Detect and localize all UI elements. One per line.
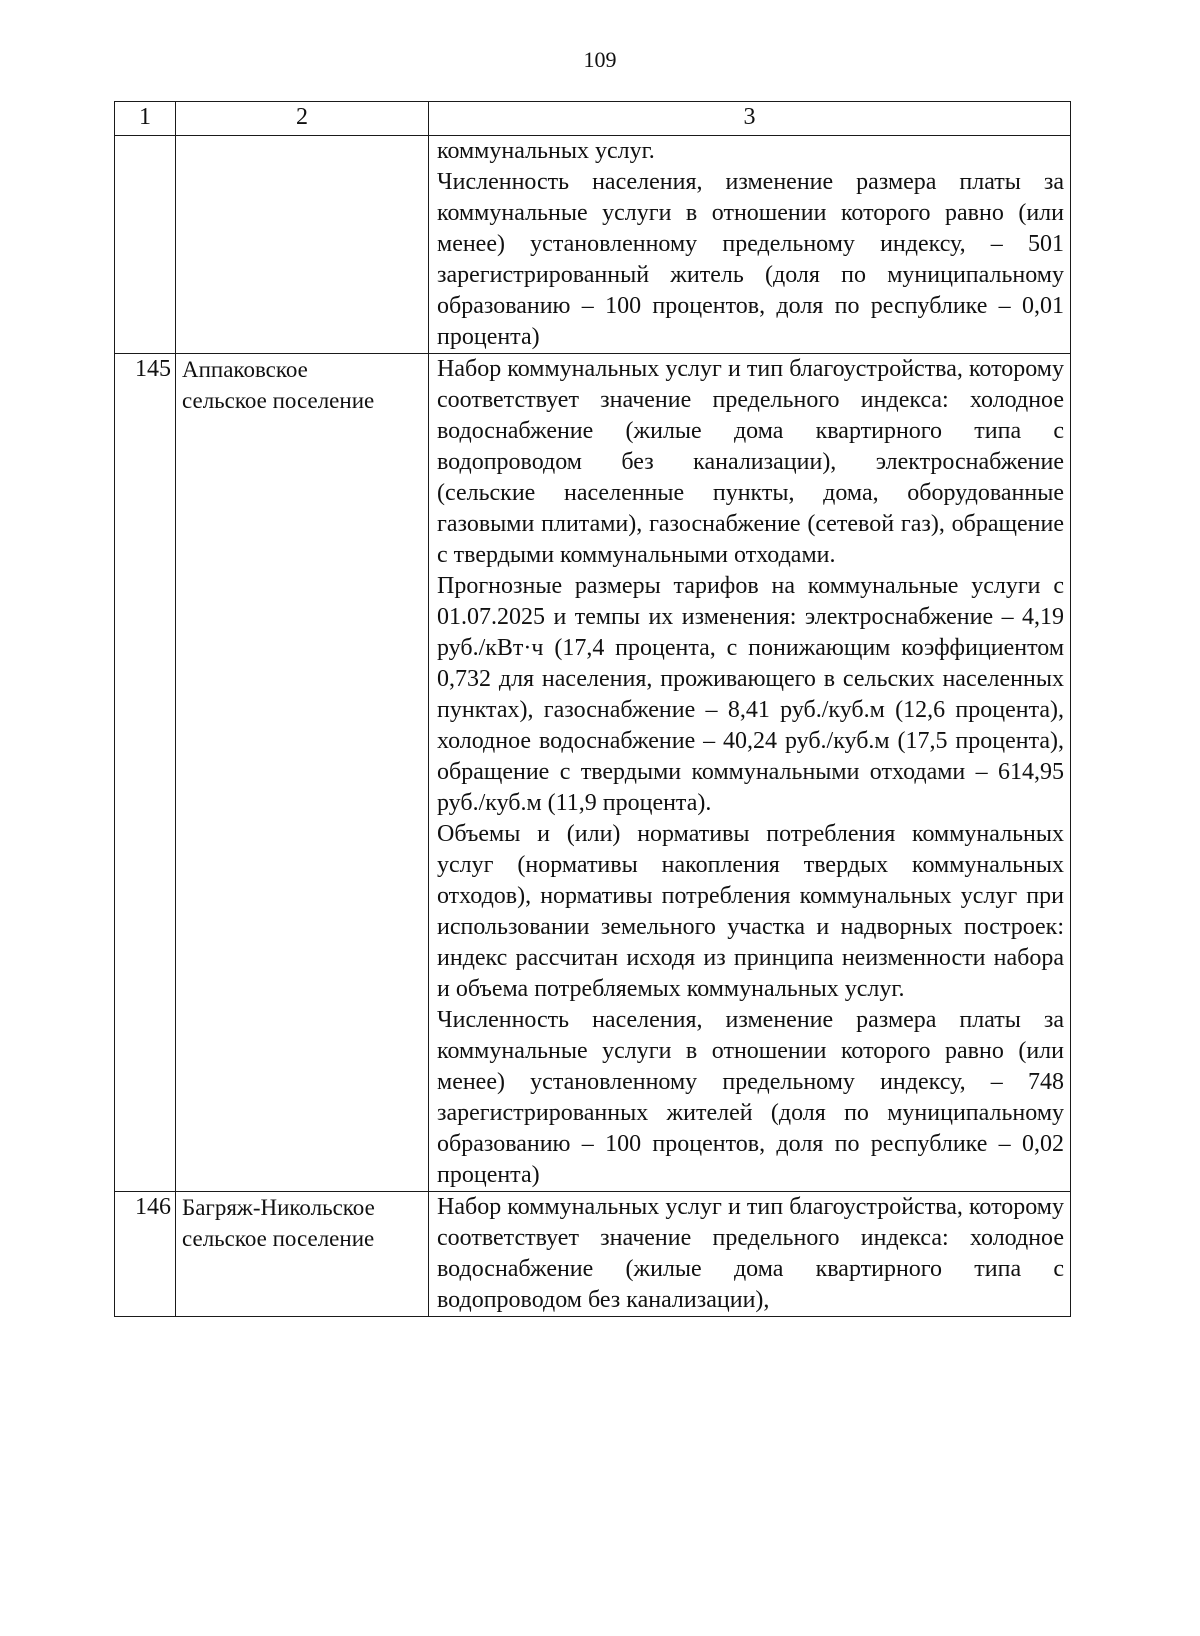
settlement-name xyxy=(176,1192,429,1317)
row-number: 146 xyxy=(115,1192,176,1317)
table-row xyxy=(115,1192,1071,1317)
settlement-name-line: сельское поселение xyxy=(182,388,375,413)
header-col-3: 3 xyxy=(429,102,1071,136)
row-description xyxy=(429,354,1071,1192)
settlement-name xyxy=(176,354,429,1192)
paragraph: Набор коммунальных услуг и тип благоустройства, которому соответствует значение предельного индекса: холодное водоснабжение (жилые дома квартирного типа с водопроводом без канализации), электроснабжение (сельские населенные пункты, дома, оборудованные газовыми плитами), газоснабжение (сетевой газ), обращение с твердыми коммунальными отходами. xyxy=(437,356,1064,568)
table-row xyxy=(115,136,1071,354)
paragraph: Численность населения, изменение размера платы за коммунальные услуги в отношении которого равно (или менее) установленному предельному индексу, – 501 зарегистрированный житель (доля по муниципальному образованию – 100 процентов, доля по республике – 0,01 процента) xyxy=(437,169,1064,350)
row-description xyxy=(429,1192,1071,1317)
table-row xyxy=(115,354,1071,1192)
page-number: 109 xyxy=(583,47,617,72)
header-col-2: 2 xyxy=(176,102,429,136)
settlement-name-line: Багряж-Никольское xyxy=(182,1195,375,1220)
paragraph: Объемы и (или) нормативы потребления коммунальных услуг (нормативы накопления твердых коммунальных отходов), нормативы потребления коммунальных услуг при использовании земельного участка и надворных построек: индекс рассчитан исходя из принципа неизменности набора и объема потребляемых коммунальных услуг. xyxy=(437,821,1064,1002)
header-col-1: 1 xyxy=(115,102,176,136)
settlement-name-line: Аппаковское xyxy=(182,357,308,382)
table-header-row xyxy=(115,102,1071,136)
row-number: 145 xyxy=(115,354,176,1192)
settlement-name xyxy=(176,136,429,354)
row-description xyxy=(429,136,1071,354)
row-number xyxy=(115,136,176,354)
paragraph: Прогнозные размеры тарифов на коммунальные услуги с 01.07.2025 и темпы их изменения: электроснабжение – 4,19 руб./кВт·ч (17,4 процента, с понижающим коэффициентом 0,732 для населения, проживающего в сельских населенных пунктах), газоснабжение – 8,41 руб./куб.м (12,6 процента), холодное водоснабжение – 40,24 руб./куб.м (17,5 процента), обращение с твердыми коммунальными отходами – 614,95 руб./куб.м (11,9 процента). xyxy=(437,573,1064,816)
paragraph: коммунальных услуг. xyxy=(437,138,655,164)
settlement-name-line: сельское поселение xyxy=(182,1226,375,1251)
tariff-table xyxy=(114,101,1071,1317)
paragraph: Набор коммунальных услуг и тип благоустройства, которому соответствует значение предельного индекса: холодное водоснабжение (жилые дома квартирного типа с водопроводом без канализации), xyxy=(437,1194,1064,1313)
paragraph: Численность населения, изменение размера платы за коммунальные услуги в отношении которого равно (или менее) установленному предельному индексу, – 748 зарегистрированных жителей (доля по муниципальному образованию – 100 процентов, доля по республике – 0,02 процента) xyxy=(437,1007,1064,1188)
